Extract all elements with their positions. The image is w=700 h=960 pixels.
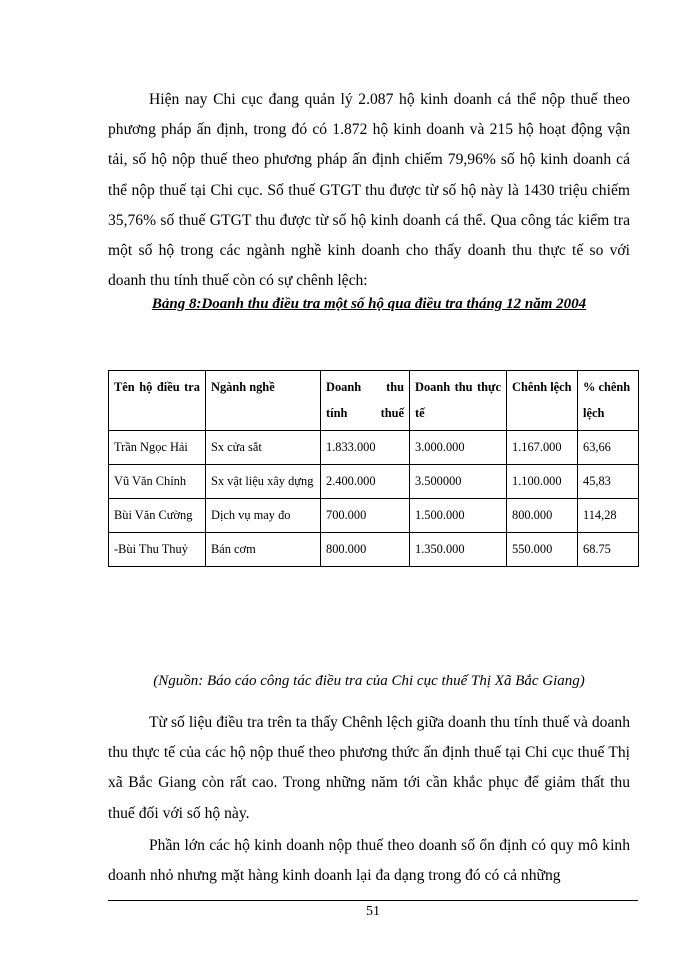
table-source-note: (Nguồn: Báo cáo công tác điều tra của Chi cục thuế Thị Xã Bắc Giang): [153, 673, 585, 689]
cell-difference: 1.100.000: [507, 465, 578, 499]
header-difference-percent: % chênh lệch: [578, 371, 639, 431]
cell-taxable-revenue: 700.000: [321, 499, 410, 533]
revenue-survey-table: [108, 370, 639, 567]
table-row: [109, 465, 639, 499]
table-row: [109, 499, 639, 533]
header-difference: Chênh lệch: [507, 371, 578, 431]
cell-difference-percent: 114,28: [578, 499, 639, 533]
cell-taxable-revenue: 1.833.000: [321, 431, 410, 465]
cell-difference: 550.000: [507, 533, 578, 567]
cell-industry: Sx vật liệu xây dựng: [206, 465, 321, 499]
cell-household: Vũ Văn Chính: [109, 465, 206, 499]
body-paragraph-analysis: Từ số liệu điều tra trên ta thấy Chênh lệch giữa doanh thu tính thuế và doanh thu thực tế của các hộ nộp thuế theo phương thức ấn định thuế tại Chi cục thuế Thị xã Bắc Giang còn rất cao. Trong những năm tới cần khắc phục để giảm thất thu thuế đối với số hộ này.: [108, 714, 630, 822]
header-actual-revenue: Doanh thu thực tế: [410, 371, 507, 431]
cell-difference-percent: 68.75: [578, 533, 639, 567]
header-taxable-revenue: Doanh thu tính thuế: [321, 371, 410, 431]
cell-actual-revenue: 1.350.000: [410, 533, 507, 567]
body-paragraph-continuation: Phần lớn các hộ kinh doanh nộp thuế theo doanh số ổn định có quy mô kinh doanh nhỏ nhưng mặt hàng kinh doanh lại đa dạng trong đó có cả những: [108, 837, 630, 885]
cell-difference: 800.000: [507, 499, 578, 533]
footer-divider: [108, 900, 638, 901]
cell-household: Bùi Văn Cường: [109, 499, 206, 533]
cell-industry: Dịch vụ may đo: [206, 499, 321, 533]
cell-household: Trần Ngọc Hải: [109, 431, 206, 465]
cell-difference-percent: 45,83: [578, 465, 639, 499]
cell-industry: Bán cơm: [206, 533, 321, 567]
cell-actual-revenue: 3.000.000: [410, 431, 507, 465]
header-household: Tên hộ điều tra: [109, 371, 206, 431]
cell-actual-revenue: 1.500.000: [410, 499, 507, 533]
page-number: 51: [366, 904, 380, 919]
cell-taxable-revenue: 2.400.000: [321, 465, 410, 499]
body-paragraph-intro: Hiện nay Chi cục đang quản lý 2.087 hộ kinh doanh cá thể nộp thuế theo phương pháp ấn định, trong đó có 1.872 hộ kinh doanh và 215 hộ hoạt động vận tải, số hộ nộp thuế theo phương pháp ấn định chiếm 79,96% số hộ kinh doanh cá thể nộp thuế tại Chi cục. Số thuế GTGT thu được từ số hộ này là 1430 triệu chiếm 35,76% số thuế GTGT thu được từ số hộ kinh doanh cá thể. Qua công tác kiểm tra một số hộ trong các ngành nghề kinh doanh cho thấy doanh thu thực tế so với doanh thu tính thuế còn có sự chênh lệch:: [108, 91, 630, 290]
cell-industry: Sx cửa sắt: [206, 431, 321, 465]
cell-taxable-revenue: 800.000: [321, 533, 410, 567]
table-row: [109, 533, 639, 567]
table-row: [109, 431, 639, 465]
cell-difference-percent: 63,66: [578, 431, 639, 465]
table-caption: Bảng 8:Doanh thu điều tra một số hộ qua điều tra tháng 12 năm 2004: [151, 296, 587, 312]
cell-difference: 1.167.000: [507, 431, 578, 465]
cell-actual-revenue: 3.500000: [410, 465, 507, 499]
header-industry: Ngành nghề: [206, 371, 321, 431]
cell-household: -Bùi Thu Thuỷ: [109, 533, 206, 567]
table-header-row: [109, 371, 639, 431]
